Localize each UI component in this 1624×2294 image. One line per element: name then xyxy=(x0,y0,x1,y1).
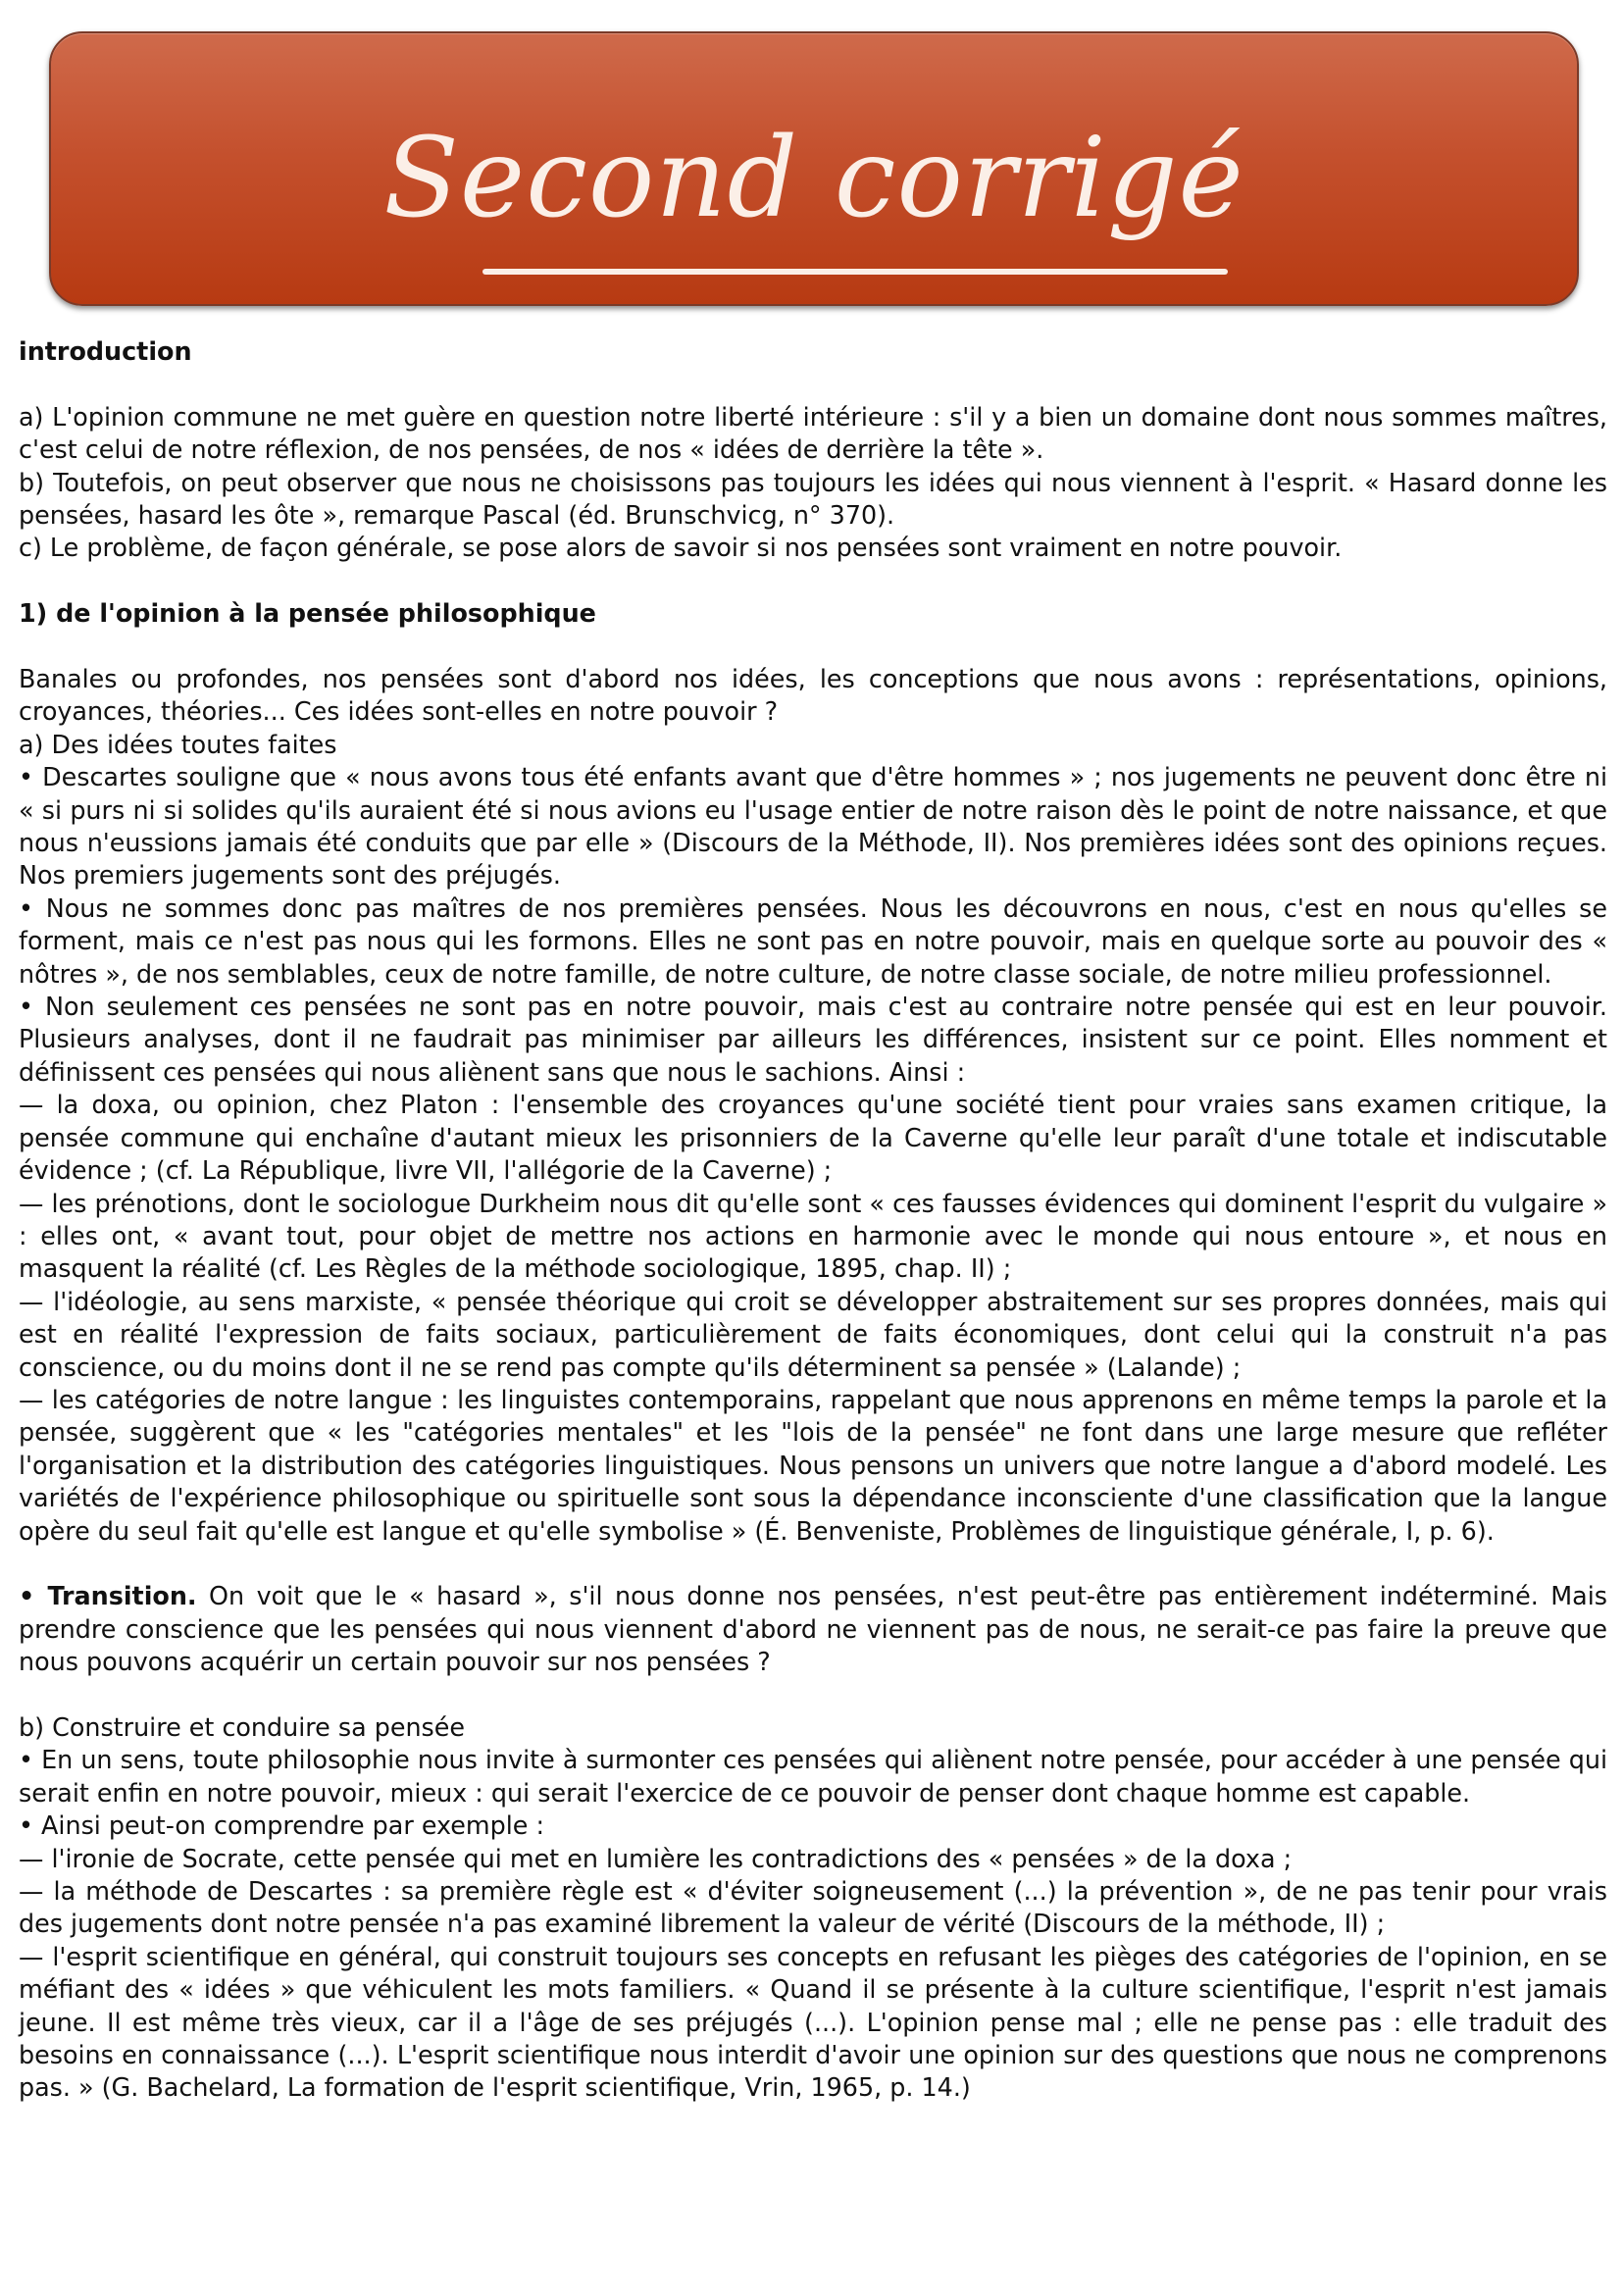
spacer xyxy=(19,565,1607,597)
intro-heading: introduction xyxy=(19,336,192,366)
intro-paragraph-a: a) L'opinion commune ne met guère en question notre liberté intérieure : s'il y a bien un domaine dont nous sommes maîtres, c'est celui de notre réflexion, de nos pensées, de nos « idées de derrière la tête ». xyxy=(19,401,1607,465)
intro-paragraph-c: c) Le problème, de façon générale, se pose alors de savoir si nos pensées sont vraiment en notre pouvoir. xyxy=(19,533,1343,563)
bullet-power-of-thoughts: • Non seulement ces pensées ne sont pas en notre pouvoir, mais c'est au contraire notre pensée qui est en leur pouvoir. Plusieurs analyses, dont il ne faudrait pas minimiser par ailleurs les différences, insistent sur ce point. Elles nomment et définissent ces pensées qui nous aliènent sans que nous le sachions. Ainsi : xyxy=(19,992,1607,1087)
dash-methode-descartes: — la méthode de Descartes : sa première règle est « d'éviter soigneusement (...) la prévention », de ne pas tenir pour vrais des jugements dont notre pensée n'a pas examiné librement la valeur de vérité (Discours de la méthode, II) ; xyxy=(19,1876,1607,1939)
spacer xyxy=(19,1679,1607,1711)
transition-text: On voit que le « hasard », s'il nous donne nos pensées, n'est peut-être pas entièrement indéterminé. Mais prendre conscience que les pensées qui nous viennent d'abord ne viennent pas de nous, ne serait-ce pas faire la preuve que nous pouvons acquérir un certain pouvoir sur nos pensées ? xyxy=(19,1581,1607,1677)
spacer xyxy=(19,368,1607,400)
dash-categories: — les catégories de notre langue : les linguistes contemporains, rappelant que nous apprenons en même temps la parole et la pensée, suggèrent que « les "catégories mentales" et les "lois de la pensée" ne font dans une large mesure que refléter l'organisation et la distribution des catégories linguistiques. Nous pensons un univers que notre langue a d'abord modelé. Les variétés de l'expérience philosophique ou spirituelle sont sous la dépendance inconsciente d'une classification que la langue opère du seul fait qu'elle est langue et qu'elle symbolise » (É. Benveniste, Problèmes de linguistique générale, I, p. 6). xyxy=(19,1384,1607,1546)
intro-paragraph-b: b) Toutefois, on peut observer que nous ne choisissons pas toujours les idées qui nous viennent à l'esprit. « Hasard donne les pensées, hasard les ôte », remarque Pascal (éd. Brunschvicg, n° 370). xyxy=(19,467,1607,531)
section-1-heading: 1) de l'opinion à la pensée philosophique xyxy=(19,598,596,629)
dash-socrate: — l'ironie de Socrate, cette pensée qui met en lumière les contradictions des « pensées » de la doxa ; xyxy=(19,1843,1293,1873)
dash-ideologie: — l'idéologie, au sens marxiste, « pensée théorique qui croit se développer abstraitement sur ses propres données, mais qui est en réalité l'expression de faits sociaux, particulièrement de faits économiques, dont celui qui la construit n'a pas conscience, ou du moins dont il ne se rend pas compte qu'ils déterminent sa pensée » (Lalande) ; xyxy=(19,1286,1607,1382)
bullet-descartes: • Descartes souligne que « nous avons tous été enfants avant que d'être hommes » ; nos jugements ne peuvent donc être ni « si purs ni si solides qu'ils auraient été si nous avions eu l'usage entier de notre raison dès le point de notre naissance, et que nous n'eussions jamais été conduits que par elle » (Discours de la Méthode, II). Nos premières idées sont des opinions reçues. Nos premiers jugements sont des préjugés. xyxy=(19,762,1607,891)
banner-title: Second corrigé xyxy=(383,115,1244,242)
subsection-b-title: b) Construire et conduire sa pensée xyxy=(19,1711,466,1742)
transition-paragraph xyxy=(19,1580,1607,1678)
subsection-a-title: a) Des idées toutes faites xyxy=(19,729,337,759)
dash-doxa: — la doxa, ou opinion, chez Platon : l'ensemble des croyances qu'une société tient pour vraies sans examen critique, la pensée commune qui enchaîne d'autant mieux les prisonniers de la Caverne qu'elle leur paraît d'une totale et indiscutable évidence ; (cf. La République, livre VII, l'allégorie de la Caverne) ; xyxy=(19,1090,1607,1186)
spacer xyxy=(19,631,1607,663)
spacer xyxy=(19,1548,1607,1580)
transition-label: • Transition. xyxy=(19,1581,197,1611)
dash-prenotions: — les prénotions, dont le sociologue Durkheim nous dit qu'elle sont « ces fausses évidences qui dominent l'esprit du vulgaire » : elles ont, « avant tout, pour objet de mettre nos actions en harmonie avec le monde qui nous entoure », et nous en masquent la réalité (cf. Les Règles de la méthode sociologique, 1895, chap. II) ; xyxy=(19,1188,1607,1284)
bullet-first-thoughts: • Nous ne sommes donc pas maîtres de nos premières pensées. Nous les découvrons en nous, c'est en nous qu'elles se forment, mais ce n'est pas nous qui les formons. Elles ne sont pas en notre pouvoir, mais en quelque sorte au pouvoir des « nôtres », de nos semblables, ceux de notre famille, de notre culture, de notre classe sociale, de notre milieu professionnel. xyxy=(19,892,1607,989)
dash-esprit-scientifique: — l'esprit scientifique en général, qui construit toujours ses concepts en refusant les pièges des catégories de l'opinion, en se méfiant des « idées » que véhiculent les mots familiers. « Quand il se présente à la culture scientifique, l'esprit n'est jamais jeune. Il est même très vieux, car il a l'âge de ses préjugés (...). L'opinion pense mal ; elle ne pense pas : elle traduit des besoins en connaissance (...). L'esprit scientifique nous interdit d'avoir une opinion sur des questions que nous ne comprenons pas. » (G. Bachelard, La formation de l'esprit scientifique, Vrin, 1965, p. 14.) xyxy=(19,1941,1607,2103)
section-1-lead: Banales ou profondes, nos pensées sont d'abord nos idées, les conceptions que nous avons : représentations, opinions, croyances, théories... Ces idées sont-elles en notre pouvoir ? xyxy=(19,664,1607,727)
title-banner xyxy=(49,31,1579,306)
banner-underline xyxy=(482,269,1228,275)
bullet-philosophy: • En un sens, toute philosophie nous invite à surmonter ces pensées qui aliènent notre pensée, pour accéder à une pensée qui serait enfin en notre pouvoir, mieux : qui serait l'exercice de ce pouvoir de penser dont chaque homme est capable. xyxy=(19,1745,1607,1808)
document-body xyxy=(19,335,1607,2105)
bullet-examples: • Ainsi peut-on comprendre par exemple : xyxy=(19,1810,545,1841)
